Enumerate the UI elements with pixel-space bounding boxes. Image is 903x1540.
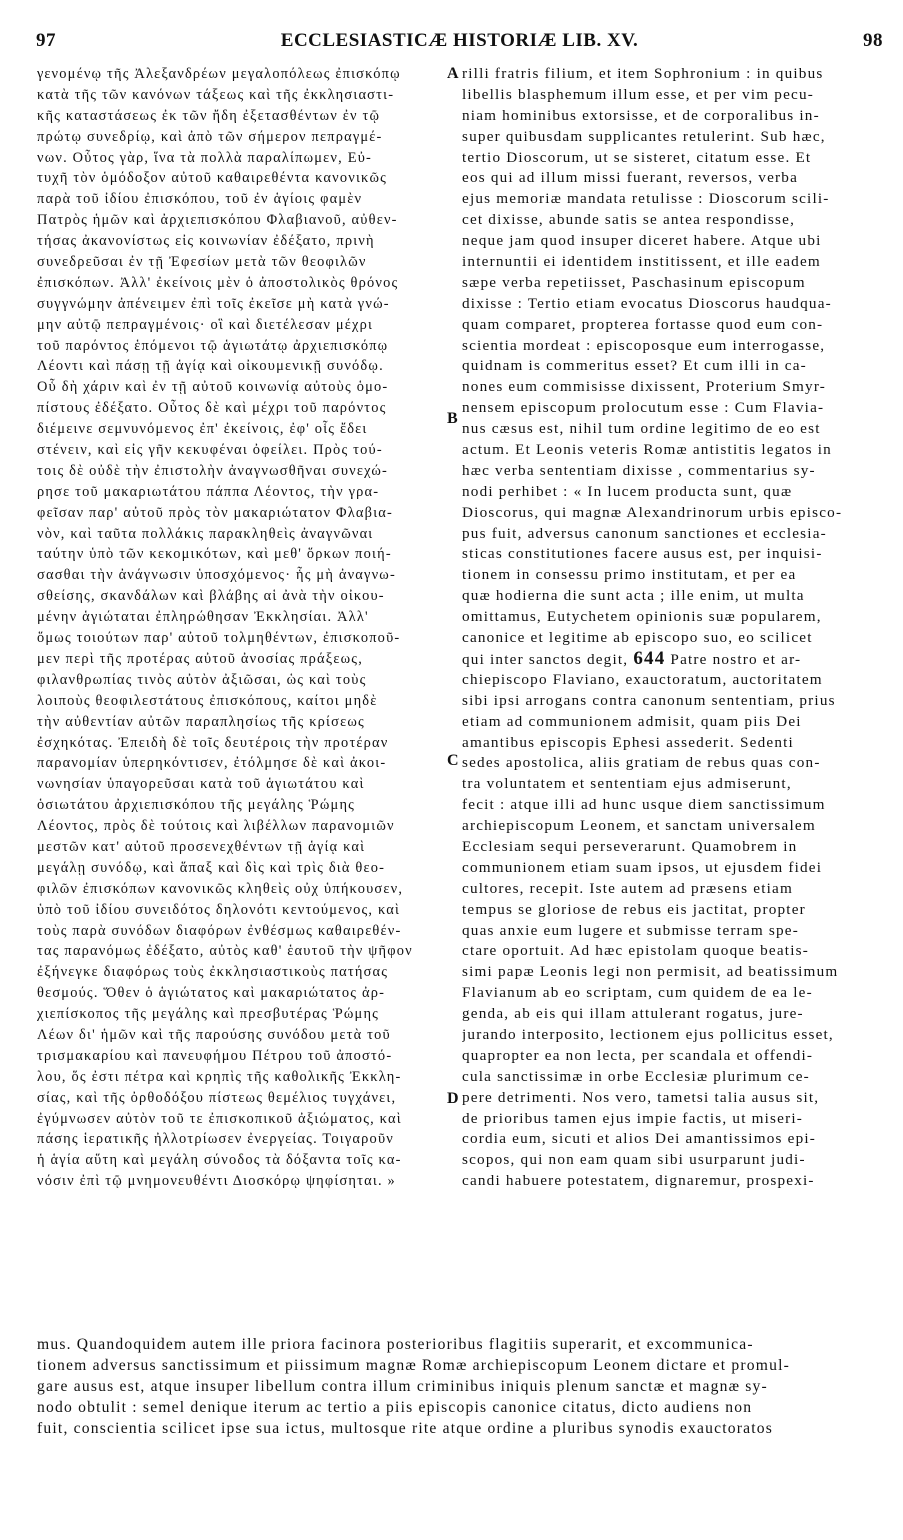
latin-text-line: mus. Quandoquidem autem ille priora facinora posterioribus flagitiis superarit, et excommunica- [37, 1336, 754, 1353]
latin-text-line: tempus se gloriose de rebus eis jactitat, propter [462, 900, 806, 918]
latin-text-line: pus fuit, adversus canonum sanctiones et ecclesia- [462, 524, 827, 542]
greek-text-line: τήσας ἀκανονίστως εἰς κοινωνίαν ἐδέξατο, πρινὴ [37, 233, 375, 250]
latin-text-line: ctare oportuit. Ad hæc epistolam quoque beatis- [462, 942, 810, 960]
greek-text-line: πρώτῳ συνεδρίῳ, καὶ ἀπὸ τῶν σήμερον πεπραγμέ- [37, 128, 383, 145]
latin-text-line: Ecclesiam sequi perseverarunt. Quamobrem in [462, 837, 798, 855]
greek-text-line: τοις δὲ οὐδὲ τὴν ἐπιστολὴν ἀναγνωσθῆναι συνεχώ- [37, 462, 389, 479]
latin-text-line: omittamus, Eutychetem opinionis suæ popularem, [462, 608, 822, 626]
greek-text-line: τυχῆ τὸν ὁμόδοξον αὐτοῦ καθαιρεθέντα κανονικῶς [37, 170, 388, 187]
greek-text-line: ρησε τοῦ μακαριωτάτου πάππα Λέοντος, τὴν γρα- [37, 483, 380, 500]
latin-text-line: nodo obtulit : semel denique iterum ac tertio a piis episcopis canonice citatus, dicto audiens non [37, 1399, 753, 1416]
latin-text-line: neque jam quod insuper diceret habere. Atque ubi [462, 232, 822, 250]
greek-text-line: τρισμακαρίου καὶ πανευφήμου Πέτρου τοῦ ἀποστό- [37, 1047, 393, 1064]
latin-text-line: genda, ab eis qui illam attulerant rogatus, jure- [462, 1005, 804, 1023]
latin-text-line: de prioribus tamen ejus impie factis, ut miseri- [462, 1109, 804, 1127]
greek-text-line: μην αὐτῷ πεπραγμένοις· οἳ καὶ διετέλεσαν μέχρι [37, 316, 374, 333]
latin-text-line: Dioscorus, qui magnæ Alexandrinorum urbis episco- [462, 503, 843, 521]
greek-text-line: φιλανθρωπίας τινὸς αὐτὸν ἀξιῶσαι, ὡς καὶ τοὺς [37, 671, 367, 688]
latin-text-line: cet dixisse, abunde satis se antea respondisse, [462, 211, 796, 229]
latin-text-line: nones eum commisisse dixissent, Proterium Smyr- [462, 378, 827, 396]
latin-text-line: nodi perhibet : « In lucem producta sunt, quæ [462, 482, 793, 500]
greek-text-line: μεν περὶ τῆς προτέρας αὐτοῦ ἀνοσίας πράξεως, [37, 650, 363, 667]
latin-text-line: etiam ad communionem admisit, quam piis Dei [462, 712, 802, 730]
latin-text-line: candi habuere potestatem, dignaremur, prospexi- [462, 1172, 815, 1190]
latin-text-line: tra voluntatem et sententiam ejus admiserunt, [462, 775, 792, 793]
latin-text-line: nus cæsus est, nihil tum ordine legitimo de eo est [462, 420, 821, 438]
latin-text-line: quidnam is commeritus esset? Et cum illi in ca- [462, 357, 807, 375]
greek-text-line: γενομένῳ τῆς Ἀλεξανδρέων μεγαλοπόλεως ἐπισκόπῳ [37, 66, 401, 82]
latin-text-line: cula sanctissimæ in orbe Ecclesiæ plurimum ce- [462, 1067, 810, 1085]
greek-text-line: λου, ὅς ἐστι πέτρα καὶ κρηπὶς τῆς καθολικῆς Ἐκκλη- [37, 1068, 402, 1085]
latin-continuation [37, 1334, 870, 1439]
greek-text-line: νόσιν ἐπὶ τῷ μνημονευθέντι Διοσκόρῳ ψηφίσηται. » [37, 1173, 396, 1190]
greek-text-line: Λέοντος, πρὸς δὲ τούτοις καὶ λιβέλλων παρανομιῶν [37, 818, 395, 835]
greek-text-line: νὸν, καὶ ταῦτα πολλάκις παρακληθεὶς ἀναγνῶναι [37, 525, 374, 542]
latin-text-line: ejus memoriæ mandata retulisse : Dioscorum scili- [462, 190, 830, 208]
greek-text-line: θεσμούς. Ὅθεν ὁ ἁγιώτατος καὶ μακαριώτατος ἀρ- [37, 985, 386, 1002]
running-header [36, 30, 883, 56]
latin-text-line: scopos, qui non eam quam sibi usurparunt judi- [462, 1151, 806, 1169]
margin-marker-c: C [447, 752, 459, 769]
latin-text-line: quam comparet, propterea fortasse quod eum con- [462, 315, 824, 333]
latin-text-line: sibi ipsi arrogans contra canonum sententiam, prius [462, 691, 836, 709]
greek-text-line: λοιποὺς θεοφιλεστάτους ἐπισκόπους, καίτοι μηδὲ [37, 692, 378, 709]
greek-text-line: Πατρὸς ἡμῶν καὶ ἀρχιεπισκόπου Φλαβιανοῦ, αὐθεν- [37, 212, 398, 229]
latin-text-line: cultores, recepit. Iste autem ad præsens etiam [462, 879, 794, 897]
latin-text-line: sticas constitutiones facere ausus est, per inquisi- [462, 545, 823, 563]
page-number-right: 98 [863, 30, 883, 51]
latin-text-line: simi papæ Leonis legi non permisit, ad beatissimum [462, 963, 839, 981]
latin-text-line: tionem in consessu primo institutam, et per ea [462, 566, 797, 584]
greek-text-line: τας παρανόμως ἐδέξατο, αὐτὸς καθ' ἑαυτοῦ τὴν ψῆφον [37, 943, 413, 960]
latin-text-line: eos qui ad illum missi fuerant, reversos, verba [462, 169, 799, 187]
greek-text-line: Λέοντι καὶ πάσῃ τῇ ἁγίᾳ καὶ οἰκουμενικῇ συνόδῳ. [37, 358, 384, 375]
greek-text-line: συγγνώμην ἀπένειμεν ἐπὶ τοῖς ἐκεῖσε μὴ κατὰ γνώ- [37, 295, 390, 312]
latin-text-line: Flavianum ab eo scriptam, cum quidem de ea le- [462, 984, 813, 1002]
latin-text-line: quapropter ea non lecta, per scandala et offendi- [462, 1046, 814, 1064]
page-number-left: 97 [36, 30, 56, 51]
latin-text-line: super quibusdam supplicantes retulerint. Sub hæc, [462, 127, 826, 145]
greek-text-line: κατὰ τῆς τῶν κανόνων τάξεως καὶ τῆς ἐκκλησιαστι- [37, 86, 395, 103]
latin-text-line: sæpe verba repetiisset, Paschasinum episcopum [462, 273, 806, 291]
margin-marker-b: B [447, 410, 458, 427]
greek-text-line: ἐπισκόπων. Ἀλλ' ἐκείνοις μὲν ὁ ἀποστολικὸς θρόνος [37, 274, 399, 291]
greek-text-line: σασθαι τὴν ἀνάγνωσιν ὑποσχόμενος· ἧς μὴ ἀναγνω- [37, 567, 396, 584]
greek-text-line: φεῖσαν παρ' αὐτοῦ πρὸς τὸν μακαριώτατον Φλαβια- [37, 504, 393, 521]
latin-text-line: nensem episcopum prolocutum esse : Cum Flavia- [462, 399, 825, 417]
latin-text-line: chiepiscopo Flaviano, exauctoratum, auctoritatem [462, 670, 823, 688]
greek-text-line: τὴν αὐθεντίαν αὐτῶν παραπλησίως τῆς κρίσεως [37, 713, 365, 730]
latin-text-line: fecit : atque illi ad hunc usque diem sanctissimum [462, 796, 826, 814]
latin-text-line: scientia mordeat : episcoposque eum interrogasse, [462, 336, 826, 354]
greek-text-line: παρανομίαν ὑπερηκόντισεν, ἐτόλμησε δὲ καὶ ἀκοι- [37, 755, 387, 772]
margin-marker-d: D [447, 1090, 459, 1107]
greek-text-line: μεγάλῃ συνόδῳ, καὶ ἅπαξ καὶ δὶς καὶ τρὶς διὰ θεο- [37, 859, 386, 876]
latin-text-line: hæc verba sententiam dixisse , commentarius sy- [462, 461, 816, 479]
greek-text-line: ἐγύμνωσεν αὐτὸν τοῦ τε ἐπισκοπικοῦ ἀξιώματος, καὶ [37, 1110, 402, 1127]
latin-text-line: communionem etiam suam ipsos, ut ejusdem fidei [462, 858, 823, 876]
latin-text-line: jurando interposito, lectionem ejus pollicitus esset, [462, 1025, 834, 1043]
greek-text-line: νωνησίαν ὑπαγορεῦσαι κατὰ τοῦ ἁγιωτάτου καὶ [37, 776, 365, 793]
latin-text-line: fuit, conscientia scilicet ipse sua ictus, multosque rite atque ordine a pluribus synodis exauctoratos [37, 1420, 774, 1437]
page-reference-number: 644 [633, 648, 666, 669]
greek-text-line: πίστους ἐδέξατο. Οὗτος δὲ καὶ μέχρι τοῦ παρόντος [37, 400, 387, 417]
greek-text-line: ὑπὸ τοῦ ἰδίου συνειδότος δηλονότι κεντούμενος, καὶ [37, 901, 401, 918]
greek-text-line: Οὗ δὴ χάριν καὶ ἐν τῇ αὐτοῦ κοινωνίᾳ αὐτοὺς ὁμο- [37, 379, 389, 396]
running-title: ECCLESIASTICÆ HISTORIÆ LIB. XV. [280, 30, 639, 51]
greek-text-line: στένειν, καὶ εἰς γῆν κεκυφέναι ὀφείλει. Πρὸς τού- [37, 442, 383, 459]
latin-text-line: actum. Et Leonis veteris Romæ antistitis legatos in [462, 441, 832, 459]
latin-text-line: cordia eum, sicuti et alios Dei amantissimos epi- [462, 1130, 817, 1148]
latin-text-line: gare ausus est, atque insuper libellum contra illum criminibus iniquis plenum sanctæ et magnæ sy- [37, 1378, 768, 1395]
latin-text-line: quæ hodierna die sunt acta ; ille enim, ut multa [462, 587, 805, 605]
latin-column [462, 64, 870, 1192]
greek-text-line: κῆς καταστάσεως ἐκ τῶν ἤδη ἐξετασθέντων ἐν τῷ [37, 107, 381, 124]
greek-text-line: σίας, καὶ τῆς ὀρθοδόξου πίστεως θεμέλιος τυγχάνει, [37, 1089, 397, 1106]
latin-text-line: niam hominibus extorsisse, et de corporalibus in- [462, 106, 820, 124]
latin-text-line: libellis blasphemum illum esse, et per vim pecu- [462, 85, 815, 103]
greek-text-line: ταύτην ὑπὸ τῶν κεκομικότων, καὶ μεθ' ὅρκων ποιή- [37, 546, 392, 563]
greek-text-line: μένην ἁγιώταται ἐπληρώθησαν Ἐκκλησίαι. Ἀλλ' [37, 609, 369, 626]
latin-text-line: tertio Dioscorum, ut se sisteret, citatum esse. Et [462, 148, 812, 166]
latin-text-line: quas anxie eum lugere et submisse terram spe- [462, 921, 799, 939]
greek-text-line: ὁσιωτάτου ἀρχιεπισκόπου τῆς μεγάλης Ῥώμης [37, 797, 356, 814]
greek-text-line: πάσης ἱερατικῆς ἠλλοτρίωσεν ἐνεργείας. Τοιγαροῦν [37, 1131, 394, 1148]
latin-text-line: qui inter sanctos degit, 644 Patre nostro et ar- [462, 648, 802, 669]
latin-text-line: internuntii ei identidem institissent, et ille eadem [462, 253, 821, 271]
greek-text-line: διέμεινε σεμνυνόμενος ἐπ' ἐκείνοις, ἐφ' οἷς ἔδει [37, 421, 368, 438]
greek-text-line: ἐξήνεγκε διαφόρως τοὺς ἐκκλησιαστικοὺς πατήσας [37, 964, 389, 981]
greek-text-line: χιεπίσκοπος τῆς μεγάλης καὶ πρεσβυτέρας Ῥώμης [37, 1006, 380, 1023]
greek-text-line: νων. Οὗτος γὰρ, ἵνα τὰ πολλὰ παραλίπωμεν, Εὐ- [37, 149, 373, 166]
greek-text-line: φιλῶν ἐπισκόπων κανονικῶς κληθεὶς οὐχ ὑπήκουσεν, [37, 880, 404, 897]
latin-text-line: canonice et legitime ab episcopo suo, eo scilicet [462, 629, 813, 647]
latin-text-line: sedes apostolica, aliis gratiam de rebus quas con- [462, 754, 821, 772]
greek-text-line: ὅμως τοιούτων παρ' αὐτοῦ τολμηθέντων, ἐπισκοποῦ- [37, 630, 401, 647]
greek-text-line: ἐσχηκότας. Ἐπειδὴ δὲ τοῖς δευτέροις τὴν προτέραν [37, 734, 389, 751]
greek-text-line: μεστῶν κατ' αὐτοῦ προσενεχθέντων τῇ ἁγίᾳ καὶ [37, 838, 366, 855]
greek-text-line: τοῦ παρόντος ἑπόμενοι τῷ ἁγιωτάτῳ ἀρχιεπισκόπῳ [37, 337, 389, 354]
latin-text-line: rilli fratris filium, et item Sophronium : in quibus [462, 65, 824, 82]
greek-text-line: συνεδρεῦσαι ἐν τῇ Ἐφεσίων μετὰ τῶν θεοφιλῶν [37, 254, 367, 271]
latin-text-line: archiepiscopum Leonem, et sanctam universalem [462, 817, 816, 835]
greek-text-line: τοὺς παρὰ συνόδων διαφόρων ἐνθέσμως καθαιρεθέν- [37, 922, 402, 939]
latin-text-line: pere detrimenti. Nos vero, tametsi talia ausus sit, [462, 1088, 820, 1106]
latin-text-line: tionem adversus sanctissimum et piissimum magnæ Romæ archiepiscopum Leonem dictare et promul- [37, 1357, 790, 1374]
greek-column [37, 64, 445, 1192]
latin-text-line: amantibus episcopis Ephesi assederit. Sedenti [462, 733, 794, 751]
margin-marker-a: A [447, 65, 459, 82]
greek-text-line: ἡ ἁγία αὕτη καὶ μεγάλη σύνοδος τὰ δόξαντα τοῖς κα- [37, 1152, 402, 1169]
latin-text-line: dixisse : Tertio etiam evocatus Dioscorus haudqua- [462, 294, 832, 312]
greek-text-line: σθείσης, σκανδάλων καὶ βλάβης αἱ ἀνὰ τὴν οἰκου- [37, 588, 385, 605]
greek-text-line: παρὰ τοῦ ἰδίου ἐπισκόπου, τοῦ ἐν ἁγίοις φαμὲν [37, 191, 363, 208]
greek-text-line: Λέων δι' ἡμῶν καὶ τῆς παρούσης συνόδου μετὰ τοῦ [37, 1026, 391, 1043]
